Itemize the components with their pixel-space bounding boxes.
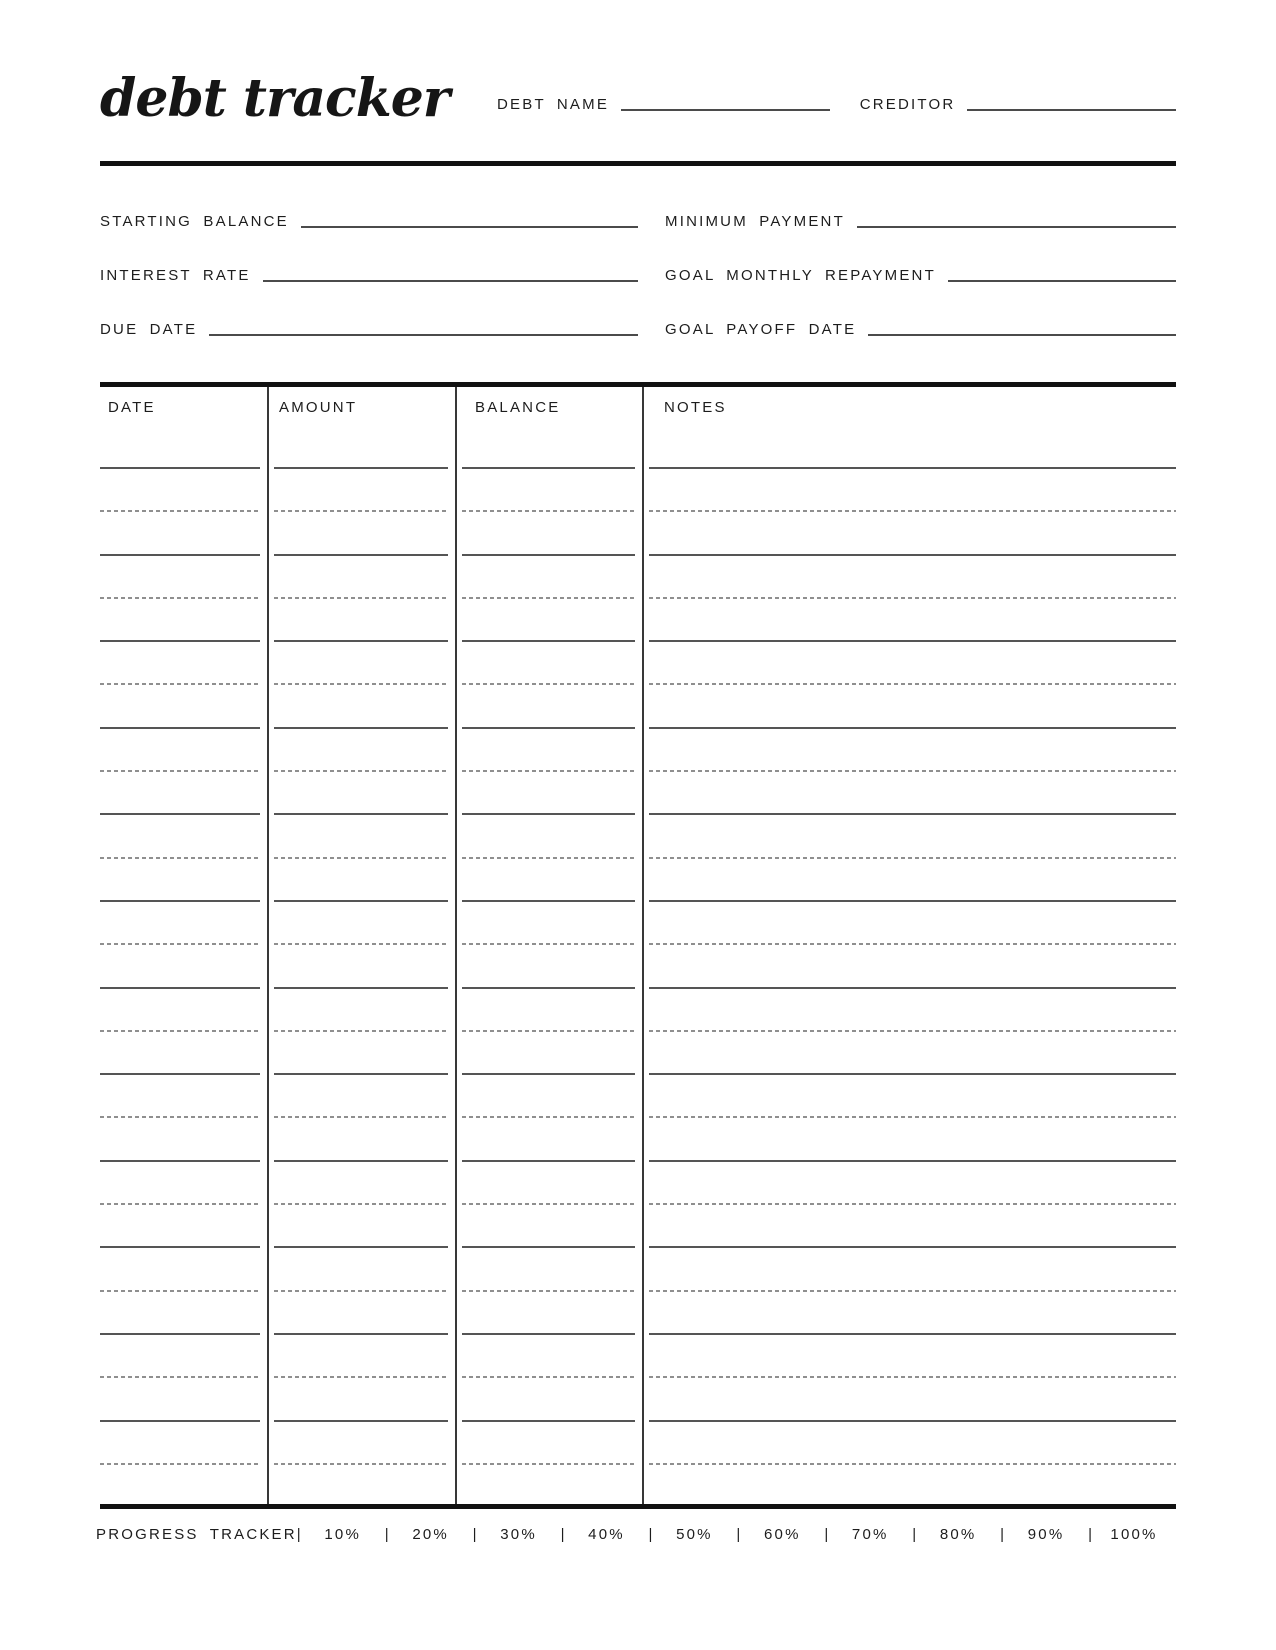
progress-step [1000,1527,1088,1542]
blank-table-row [100,1032,1176,1075]
blank-cell [267,556,455,599]
blank-cell [642,1032,1176,1075]
blank-cell [100,1378,267,1421]
blank-cell [267,512,455,555]
blank-cell [267,1162,455,1205]
progress-separator: | [472,1525,477,1543]
blank-cell [100,772,267,815]
title-fields [497,84,1176,112]
blank-cell [455,772,642,815]
debt-name-blank-line [621,109,830,111]
blank-cell [267,1335,455,1378]
date-column-header: DATE [108,399,156,416]
writing-line [462,1463,635,1465]
blank-cell [267,859,455,902]
progress-separator: | [1088,1525,1092,1543]
blank-table-row [100,599,1176,642]
blank-cell [642,1292,1176,1335]
goal-payoff-date-blank-line [868,334,1176,336]
blank-cell [100,1422,267,1465]
blank-cell [642,1335,1176,1378]
writing-line [649,1463,1176,1465]
blank-cell [642,642,1176,685]
table-header-row [100,387,1176,469]
creditor-label: CREDITOR [859,96,956,113]
progress-step [648,1527,736,1542]
blank-cell [267,945,455,988]
starting-balance-label: STARTING BALANCE [100,213,289,230]
blank-table-row [100,1422,1176,1465]
blank-table-row [100,815,1176,858]
column-separator-3 [642,387,644,1504]
blank-cell [642,1075,1176,1118]
progress-step [561,1527,649,1542]
debt-name-label: DEBT NAME [497,96,610,113]
blank-cell [267,1292,455,1335]
blank-cell [267,469,455,512]
column-separator-2 [455,387,457,1504]
blank-cell [455,1118,642,1161]
blank-table-row [100,512,1176,555]
minimum-payment-label: MINIMUM PAYMENT [665,213,845,230]
blank-table-row [100,1118,1176,1161]
blank-table-row [100,469,1176,512]
blank-cell [267,685,455,728]
blank-cell [642,1378,1176,1421]
blank-cell [267,1378,455,1421]
goal-monthly-repayment-label: GOAL MONTHLY REPAYMENT [665,267,936,284]
blank-cell [100,945,267,988]
blank-table-row [100,1248,1176,1291]
blank-cell [642,1422,1176,1465]
blank-cell [455,1162,642,1205]
blank-cell [100,556,267,599]
blank-table-row [100,945,1176,988]
blank-cell [100,1248,267,1291]
blank-cell [455,642,642,685]
field-interest-rate [100,257,638,283]
blank-cell [267,902,455,945]
table-header-amount-cell [267,387,455,469]
blank-cell [267,642,455,685]
blank-cell [267,1248,455,1291]
goal-payoff-date-label: GOAL PAYOFF DATE [665,321,857,338]
blank-cell [100,1075,267,1118]
progress-percent-label: 40% [588,1525,625,1543]
progress-separator: | [736,1525,741,1543]
blank-cell [642,772,1176,815]
blank-cell [100,815,267,858]
progress-percent-label: 100% [1110,1525,1158,1543]
field-minimum-payment [665,203,1176,229]
blank-cell [642,859,1176,902]
blank-cell [642,685,1176,728]
blank-cell [455,1422,642,1465]
blank-cell [100,859,267,902]
blank-cell [267,1118,455,1161]
blank-cell [455,902,642,945]
minimum-payment-blank-line [857,226,1176,228]
interest-rate-label: INTEREST RATE [100,267,251,284]
blank-cell [455,556,642,599]
starting-balance-blank-line [301,226,638,228]
blank-cell [642,815,1176,858]
blank-table-row [100,1292,1176,1335]
blank-cell [642,1248,1176,1291]
progress-step [824,1527,912,1542]
progress-percent-label: 60% [764,1525,801,1543]
progress-step [1088,1527,1176,1542]
progress-step [473,1527,561,1542]
field-starting-balance [100,203,638,229]
progress-percent-label: 10% [324,1525,362,1543]
blank-cell [455,1335,642,1378]
blank-cell [642,512,1176,555]
progress-percent-label: 70% [851,1525,889,1543]
writing-line [100,1463,260,1465]
progress-separator: | [296,1525,301,1543]
interest-rate-blank-line [263,280,638,282]
notes-column-header: NOTES [664,399,727,416]
due-date-blank-line [209,334,638,336]
blank-cell [267,815,455,858]
blank-cell [455,469,642,512]
blank-cell [455,1205,642,1248]
progress-percent-label: 30% [500,1525,537,1543]
column-separator-1 [267,387,269,1504]
progress-separator: | [560,1525,565,1543]
blank-cell [100,1335,267,1378]
blank-cell [267,1075,455,1118]
blank-cell [100,1292,267,1335]
blank-cell [267,772,455,815]
blank-cell [455,729,642,772]
blank-table-row [100,902,1176,945]
blank-cell [100,989,267,1032]
progress-step [736,1527,824,1542]
blank-table-row [100,556,1176,599]
blank-cell [100,642,267,685]
blank-table-row [100,729,1176,772]
payments-table [100,382,1176,1509]
blank-cell [100,1205,267,1248]
blank-cell [100,599,267,642]
blank-cell [100,469,267,512]
blank-table-row [100,859,1176,902]
amount-column-header: AMOUNT [279,399,358,416]
progress-separator: | [912,1525,917,1543]
progress-step [912,1527,1000,1542]
blank-cell [642,1118,1176,1161]
header-divider-rule [100,161,1176,166]
table-header-date-cell [100,387,267,469]
blank-table-row [100,1335,1176,1378]
balance-column-header: BALANCE [475,399,561,416]
writing-line [274,1463,448,1465]
progress-separator: | [384,1525,389,1543]
blank-cell [267,1032,455,1075]
blank-table-row [100,772,1176,815]
blank-cell [455,599,642,642]
progress-percent-label: 20% [412,1525,449,1543]
blank-cell [455,1075,642,1118]
blank-cell [455,945,642,988]
progress-percent-label: 90% [1027,1525,1065,1543]
blank-cell [455,1248,642,1291]
logo: debt tracker [100,68,450,129]
table-header-notes-cell [642,387,1176,469]
blank-cell [267,1205,455,1248]
blank-cell [642,556,1176,599]
progress-percent-label: 80% [939,1525,977,1543]
goal-monthly-repayment-blank-line [948,280,1176,282]
progress-separator: | [648,1525,653,1543]
blank-cell [455,1378,642,1421]
progress-separator: | [824,1525,829,1543]
blank-cell [455,859,642,902]
blank-table-row [100,1162,1176,1205]
due-date-label: DUE DATE [100,321,198,338]
blank-cell [642,599,1176,642]
field-goal-monthly-repayment [665,257,1176,283]
blank-cell [100,1032,267,1075]
blank-cell [642,1205,1176,1248]
progress-tracker [96,1521,1176,1547]
blank-cell [642,729,1176,772]
blank-cell [267,1422,455,1465]
blank-table-row [100,685,1176,728]
table-header-balance-cell [455,387,642,469]
blank-table-row [100,1075,1176,1118]
field-goal-payoff-date [665,311,1176,337]
blank-cell [642,902,1176,945]
progress-step [385,1527,473,1542]
blank-cell [100,685,267,728]
progress-tracker-label: PROGRESS TRACKER [96,1525,297,1543]
progress-separator: | [1000,1525,1005,1543]
blank-cell [100,1118,267,1161]
blank-table-row [100,1205,1176,1248]
blank-table-row [100,1378,1176,1421]
blank-cell [267,989,455,1032]
blank-cell [100,729,267,772]
progress-percent-label: 50% [676,1525,713,1543]
blank-cell [642,1162,1176,1205]
blank-cell [642,989,1176,1032]
progress-step [297,1527,385,1542]
blank-cell [455,989,642,1032]
blank-cell [455,1292,642,1335]
blank-cell [642,469,1176,512]
blank-cell [455,815,642,858]
blank-cell [455,512,642,555]
field-due-date [100,311,638,337]
table-bottom-filler [100,1465,1176,1504]
blank-cell [267,729,455,772]
blank-table-row [100,642,1176,685]
blank-cell [100,902,267,945]
blank-cell [267,599,455,642]
blank-cell [642,945,1176,988]
blank-cell [455,685,642,728]
blank-cell [100,512,267,555]
blank-cell [100,1162,267,1205]
creditor-blank-line [967,109,1176,111]
blank-cell [455,1032,642,1075]
blank-table-row [100,989,1176,1032]
